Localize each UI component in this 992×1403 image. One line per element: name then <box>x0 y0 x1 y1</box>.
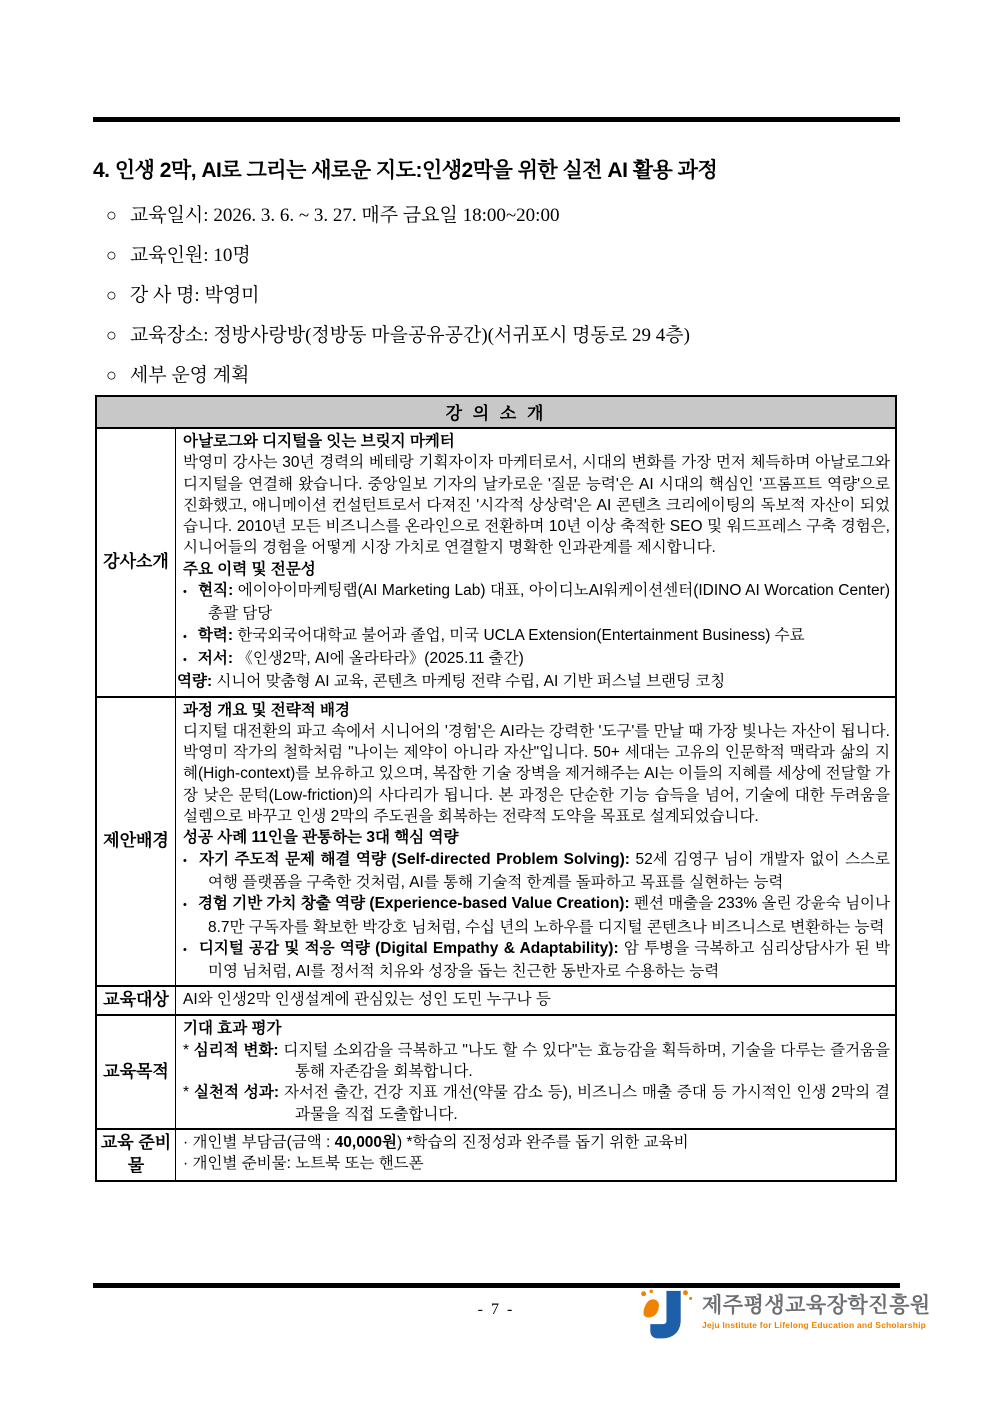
row-content <box>176 1016 895 1127</box>
info-item-text: 교육장소: 정방사랑방(정방동 마을공유공간)(서귀포시 명동로 29 4층) <box>129 325 690 346</box>
circle-marker: ○ <box>106 325 117 345</box>
info-list <box>106 203 916 403</box>
table-row <box>97 1014 895 1127</box>
row-content <box>176 1130 895 1180</box>
text-block: 박영미 강사는 30년 경력의 베테랑 기획자이자 마케터로서, 시대의 변화를 가장 먼저 체득하며 아날로그와 디지털을 연결해 왔습니다. 중앙일보 기자의 날카로운 '질문 능력'은 AI 시대의 핵심인 '프롬프트 역량'으로 진화했고, 애니메이션 컨설턴트로서 다져진 '시각적 상상력'은 AI 콘텐츠 크리에이팅의 독보적 자산이 되었습니다. 2010년 모든 비즈니스를 온라인으로 전환하며 10년 이상 축적한 SEO 및 워드프레스 구축 경험은, 시니어들의 경험을 어떻게 시장 가치로 연결할지 명확한 인과관계를 제시합니다. <box>183 454 890 557</box>
info-item <box>106 363 916 388</box>
row-label: 교육대상 <box>97 987 176 1014</box>
top-rule <box>93 117 900 122</box>
org-name-korean: 제주평생교육장학진흥원 <box>702 1294 931 1317</box>
logo-mark-icon <box>637 1288 694 1345</box>
text-block: • 저서: 《인생2막, AI에 올라타라》(2025.11 출간) <box>183 649 524 667</box>
info-item <box>106 283 916 308</box>
info-item <box>106 243 916 268</box>
info-item-text: 교육일시: 2026. 3. 6. ~ 3. 27. 매주 금요일 18:00~20:00 <box>129 205 560 226</box>
table-row <box>97 696 895 986</box>
row-label: 강사소개 <box>97 429 176 696</box>
text-block: • 디지털 공감 및 적응 역량 (Digital Empathy & Adaptability): 암 투병을 극복하고 심리상담사가 된 박미영 님처럼, AI를 정서적 치유와 성장을 돕는 친근한 동반자로 수용하는 능력 <box>183 939 890 981</box>
text-block: • 학력: 한국외국어대학교 불어과 졸업, 미국 UCLA Extension(Entertainment Business) 수료 <box>183 626 805 644</box>
table-row <box>97 429 895 696</box>
bullet-marker: • <box>183 653 190 666</box>
bullet-marker: • <box>183 899 190 912</box>
row-label: 제안배경 <box>97 698 176 986</box>
org-logo <box>637 1288 931 1345</box>
row-label: 교육 준비물 <box>97 1130 176 1180</box>
text-block: • 자기 주도적 문제 해결 역량 (Self-directed Problem Solving): 52세 김영구 님이 개발자 없이 스스로 여행 플랫폼을 구축한 것처럼, AI를 통해 기술적 한계를 돌파하고 목표를 실현하는 능력 <box>183 850 890 891</box>
text-block: • 현직: 에이아이마케팅랩(AI Marketing Lab) 대표, 아이디노AI워케이션센터(IDINO AI Worcation Center) 총괄 담당 <box>183 582 890 623</box>
info-item <box>106 323 916 348</box>
text-block: · 개인별 부담금(금액 : 40,000원) *학습의 진정성과 완주를 돕기 위한 교육비 <box>183 1133 689 1151</box>
row-content <box>176 987 895 1014</box>
circle-marker: ○ <box>106 245 117 265</box>
circle-marker: ○ <box>106 365 117 385</box>
text-block: AI와 인생2막 인생설계에 관심있는 성인 도민 누구나 등 <box>183 991 551 1009</box>
document-title: 4. 인생 2막, AI로 그리는 새로운 지도:인생2막을 위한 실전 AI 활용 과정 <box>93 159 718 182</box>
info-item <box>106 203 916 228</box>
info-item-text: 교육인원: 10명 <box>129 245 251 266</box>
text-block: • 경험 기반 가치 창출 역량 (Experience-based Value Creation): 펜션 매출을 233% 올린 강윤숙 님이나 8.7만 구독자를 확보한 박강호 님처럼, 수십 년의 노하우를 디지털 콘텐츠나 비즈니스로 변환하는 능력 <box>183 895 890 936</box>
row-label: 교육목적 <box>97 1016 176 1127</box>
text-block: 기대 효과 평가 <box>183 1020 282 1038</box>
logo-text <box>702 1288 931 1330</box>
text-block: · 개인별 준비물: 노트북 또는 핸드폰 <box>183 1155 424 1173</box>
table-title: 강 의 소 개 <box>97 397 895 429</box>
bullet-marker: • <box>183 630 190 643</box>
info-item-text: 세부 운영 계획 <box>129 365 250 386</box>
text-block: * 실천적 성과: 자서전 출간, 건강 지표 개선(약물 감소 등), 비즈니스 매출 증대 등 가시적인 인생 2막의 결과물을 직접 도출합니다. <box>183 1084 890 1123</box>
circle-marker: ○ <box>106 205 117 225</box>
table-row <box>97 985 895 1014</box>
info-item-text: 강 사 명: 박영미 <box>129 285 260 306</box>
table-row <box>97 1128 895 1180</box>
circle-marker: ○ <box>106 285 117 305</box>
text-block: 과정 개요 및 전략적 배경 <box>183 701 350 719</box>
text-block: 주요 이력 및 전문성 <box>183 560 316 578</box>
page-number: - 7 - <box>477 1301 515 1318</box>
bullet-marker: • <box>183 586 191 599</box>
text-block: * 심리적 변화: 디지털 소외감을 극복하고 "나도 할 수 있다"는 효능감을 획득하며, 기술을 다루는 즐거움을 통해 자존감을 회복합니다. <box>183 1041 890 1080</box>
text-block: 아날로그와 디지털을 잇는 브릿지 마케터 <box>183 433 455 450</box>
text-block: 역량: 시니어 맞춤형 AI 교육, 콘텐츠 마케팅 전략 수립, AI 기반 퍼스널 브랜딩 코칭 <box>177 673 726 691</box>
text-block: 성공 사례 11인을 관통하는 3대 핵심 역량 <box>183 829 459 847</box>
row-content <box>176 429 895 696</box>
course-table <box>95 395 897 1182</box>
text-block: 디지털 대전환의 파고 속에서 시니어의 '경험'은 AI라는 강력한 '도구'를 만날 때 가장 빛나는 자산이 됩니다. 박영미 작가의 철학처럼 "나이는 제약이 아니라 자산"입니다. 50+ 세대는 고유의 인문학적 맥락과 삶의 지혜(High-context)를 보유하고 있으며, 복잡한 기술 장벽을 제거해주는 AI는 이들의 지혜를 세상에 전달할 가장 낮은 문턱(Low-friction)의 사다리가 됩니다. 본 과정은 단순한 기능 습득을 넘어, 기술에 대한 두려움을 설렘으로 바꾸고 인생 2막의 주도권을 회복하는 전략적 도약을 목표로 설계되었습니다. <box>183 722 890 826</box>
org-name-english: Jeju Institute for Lifelong Education and Scholarship <box>702 1320 927 1331</box>
bullet-marker: • <box>183 854 192 867</box>
bullet-marker: • <box>183 943 191 956</box>
row-content <box>176 698 895 986</box>
